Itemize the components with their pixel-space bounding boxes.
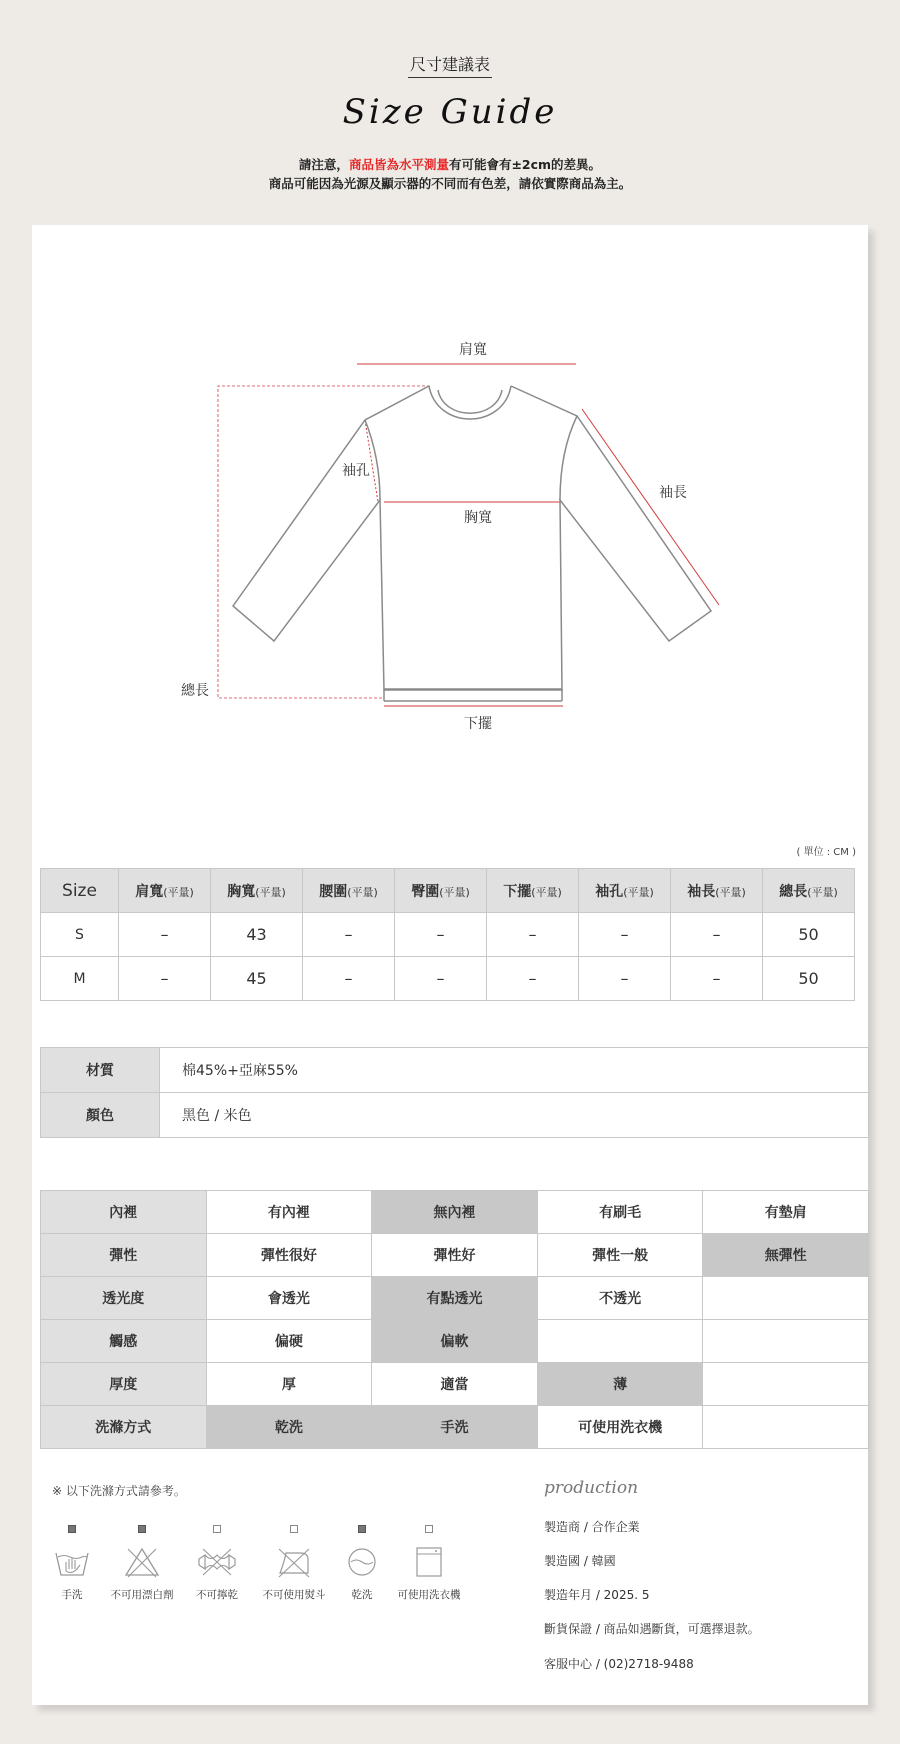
table-cell: – <box>579 913 671 957</box>
care-checkbox <box>290 1525 298 1533</box>
material-table <box>40 1047 869 1138</box>
feature-option: 彈性好 <box>372 1234 538 1277</box>
feature-option-selected: 手洗 <box>372 1406 538 1449</box>
size-table <box>40 868 855 1001</box>
table-cell: M <box>41 957 119 1001</box>
feature-option-selected: 無彈性 <box>703 1234 869 1277</box>
no-bleach-icon <box>122 1545 162 1579</box>
feature-option-selected: 乾洗 <box>206 1406 372 1449</box>
production-guarantee: 斷貨保證 / 商品如遇斷貨，可選擇退款。 <box>544 1622 760 1636</box>
table-cell: – <box>119 913 211 957</box>
care-item-hand-wash <box>32 1525 112 1602</box>
table-row <box>41 913 855 957</box>
care-checkbox <box>138 1525 146 1533</box>
feature-label: 內裡 <box>41 1191 207 1234</box>
table-cell: – <box>395 913 487 957</box>
color-label: 顏色 <box>41 1093 160 1138</box>
feature-option <box>703 1363 869 1406</box>
col-header-waist: 腰圍(平量) <box>303 869 395 913</box>
feature-option: 可使用洗衣機 <box>537 1406 703 1449</box>
production-country: 製造國 / 韓國 <box>544 1554 616 1568</box>
table-cell: – <box>303 957 395 1001</box>
table-cell: – <box>303 913 395 957</box>
feature-option <box>537 1320 703 1363</box>
table-cell: S <box>41 913 119 957</box>
production-date: 製造年月 / 2025. 5 <box>544 1588 650 1602</box>
feature-row <box>41 1406 869 1449</box>
care-checkbox <box>213 1525 221 1533</box>
armhole-label: 袖孔 <box>342 463 370 479</box>
feature-option: 會透光 <box>206 1277 372 1320</box>
care-label: 不可擰乾 <box>196 1589 238 1601</box>
table-cell: 50 <box>763 913 855 957</box>
dry-clean-icon <box>342 1545 382 1579</box>
table-cell: 45 <box>211 957 303 1001</box>
table-cell: – <box>671 913 763 957</box>
care-note: ※ 以下洗滌方式請參考。 <box>52 1484 186 1498</box>
feature-option-selected: 無內裡 <box>372 1191 538 1234</box>
feature-label: 彈性 <box>41 1234 207 1277</box>
shoulder-label: 肩寬 <box>459 342 487 358</box>
feature-option: 有刷毛 <box>537 1191 703 1234</box>
size-table-header <box>41 869 855 913</box>
no-wring-icon <box>197 1545 237 1579</box>
feature-option: 不透光 <box>537 1277 703 1320</box>
care-label: 不可用漂白劑 <box>110 1589 174 1601</box>
col-header-length: 總長(平量) <box>763 869 855 913</box>
material-label: 材質 <box>41 1048 160 1093</box>
sleeve-measure-line <box>582 409 719 605</box>
production-manufacturer: 製造商 / 合作企業 <box>544 1520 640 1534</box>
col-header-shoulder: 肩寬(平量) <box>119 869 211 913</box>
hem-label: 下擺 <box>464 716 492 732</box>
col-header-armhole: 袖孔(平量) <box>579 869 671 913</box>
feature-row <box>41 1363 869 1406</box>
table-cell: 43 <box>211 913 303 957</box>
fabric-features-table <box>40 1190 869 1449</box>
material-row <box>41 1048 869 1093</box>
feature-option <box>703 1320 869 1363</box>
color-value: 黑色 / 米色 <box>160 1093 869 1138</box>
care-label: 不可使用熨斗 <box>262 1589 326 1601</box>
measurement-notice: 請注意，商品皆為水平測量有可能會有±2cm的差異。 商品可能因為光源及顯示器的不同而有色差，請依實際商品為主。 <box>268 157 632 191</box>
col-header-size: Size <box>41 869 119 913</box>
garment-diagram <box>32 225 868 845</box>
material-value: 棉45%+亞麻55% <box>160 1048 869 1093</box>
care-checkbox <box>358 1525 366 1533</box>
size-chart-subtitle: 尺寸建議表 <box>0 52 900 75</box>
size-guide-card <box>32 225 868 1705</box>
table-cell: – <box>395 957 487 1001</box>
care-checkbox <box>425 1525 433 1533</box>
page-title: Size Guide <box>342 92 558 132</box>
feature-option-selected: 有點透光 <box>372 1277 538 1320</box>
feature-option: 有墊肩 <box>703 1191 869 1234</box>
feature-option-selected: 偏軟 <box>372 1320 538 1363</box>
feature-row <box>41 1191 869 1234</box>
unit-note: ( 單位 : CM ) <box>796 847 856 858</box>
feature-option: 偏硬 <box>206 1320 372 1363</box>
production-heading: production <box>544 1478 639 1498</box>
feature-label: 洗滌方式 <box>41 1406 207 1449</box>
no-iron-icon <box>274 1545 314 1579</box>
feature-row <box>41 1234 869 1277</box>
feature-option: 厚 <box>206 1363 372 1406</box>
table-cell: – <box>671 957 763 1001</box>
hand-wash-icon <box>52 1545 92 1579</box>
care-label: 可使用洗衣機 <box>397 1589 461 1601</box>
sleeve-label: 袖長 <box>659 485 687 501</box>
care-item-machine-wash <box>389 1525 469 1602</box>
chest-label: 胸寬 <box>464 510 492 526</box>
feature-option: 彈性很好 <box>206 1234 372 1277</box>
feature-row <box>41 1320 869 1363</box>
length-measure-line <box>218 386 430 698</box>
feature-label: 透光度 <box>41 1277 207 1320</box>
col-header-chest: 胸寬(平量) <box>211 869 303 913</box>
table-cell: – <box>487 957 579 1001</box>
care-label: 手洗 <box>61 1589 83 1601</box>
col-header-sleeve: 袖長(平量) <box>671 869 763 913</box>
feature-label: 觸感 <box>41 1320 207 1363</box>
feature-label: 厚度 <box>41 1363 207 1406</box>
length-label: 總長 <box>181 683 209 699</box>
col-header-hip: 臀圍(平量) <box>395 869 487 913</box>
feature-option <box>703 1277 869 1320</box>
care-item-no-bleach <box>102 1525 182 1602</box>
washing-machine-icon <box>409 1545 449 1579</box>
col-header-hem: 下擺(平量) <box>487 869 579 913</box>
feature-option: 有內裡 <box>206 1191 372 1234</box>
production-service: 客服中心 / (02)2718-9488 <box>544 1657 694 1671</box>
table-cell: – <box>579 957 671 1001</box>
table-cell: 50 <box>763 957 855 1001</box>
color-row <box>41 1093 869 1138</box>
care-checkbox <box>68 1525 76 1533</box>
feature-option <box>703 1406 869 1449</box>
table-cell: – <box>119 957 211 1001</box>
sweater-outline <box>233 386 711 701</box>
care-label: 乾洗 <box>351 1589 373 1601</box>
feature-option-selected: 薄 <box>537 1363 703 1406</box>
table-cell: – <box>487 913 579 957</box>
feature-row <box>41 1277 869 1320</box>
feature-option: 彈性一般 <box>537 1234 703 1277</box>
feature-option: 適當 <box>372 1363 538 1406</box>
care-item-no-wring <box>177 1525 257 1602</box>
table-row <box>41 957 855 1001</box>
